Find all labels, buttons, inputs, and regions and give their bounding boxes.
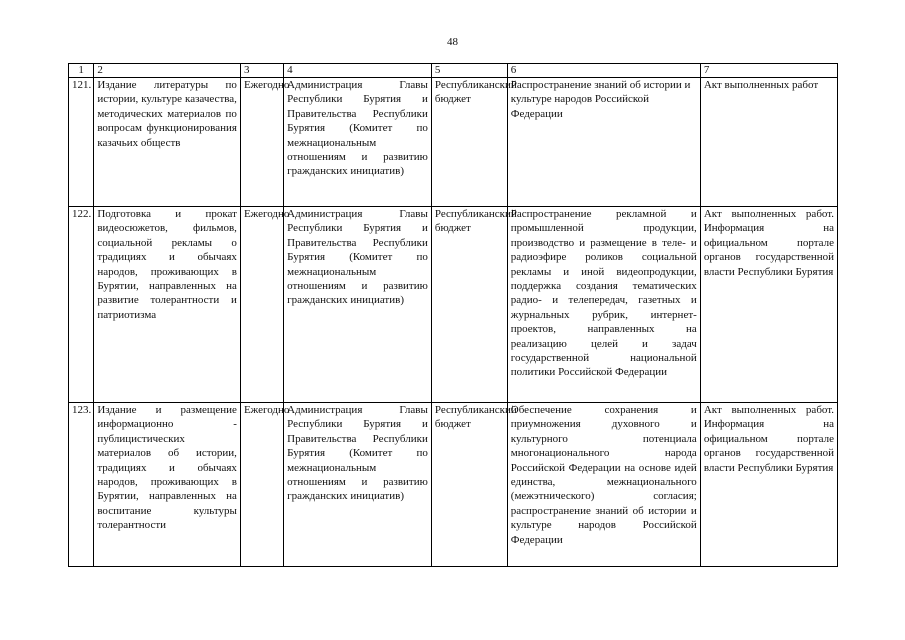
- page-number: 48: [447, 36, 458, 48]
- table-row: [69, 403, 838, 567]
- column-header: 5: [431, 64, 507, 78]
- report-cell: Акт выполненных работ. Информация на официальном портале органов государственной власти Республики Бурятия: [700, 403, 837, 567]
- activity-cell: Подготовка и прокат видеосюжетов, фильмов, социальной рекламы о традициях и обычаях народов, проживающих в Бурятии, направленных на развитие толерантности и патриотизма: [94, 207, 241, 403]
- funding-source-cell: Республиканский бюджет: [431, 403, 507, 567]
- report-cell: Акт выполненных работ: [700, 78, 837, 207]
- column-header: 2: [94, 64, 241, 78]
- activity-cell: Издание и размещение информационно - публицистических материалов об истории, традициях и обычаях народов, проживающих в Бурятии, направленных на воспитание культуры толерантности: [94, 403, 241, 567]
- executor-cell: Администрация Главы Республики Бурятия и Правительства Республики Бурятия (Комитет по межнациональным отношениям и развитию гражданских инициатив): [284, 78, 432, 207]
- activity-cell: Издание литературы по истории, культуре казачества, методических материалов по вопросам функционирования казачьих обществ: [94, 78, 241, 207]
- row-number: 122.: [69, 207, 94, 403]
- result-cell: Распространение знаний об истории и культуре народов Российской Федерации: [507, 78, 700, 207]
- report-cell: Акт выполненных работ. Информация на официальном портале органов государственной власти Республики Бурятия: [700, 207, 837, 403]
- funding-source-cell: Республиканский бюджет: [431, 78, 507, 207]
- column-header: 1: [69, 64, 94, 78]
- activities-table: [68, 63, 838, 567]
- row-number: 121.: [69, 78, 94, 207]
- table-header-row: [69, 64, 838, 78]
- term-cell: Ежегодно: [240, 207, 283, 403]
- funding-source-cell: Республиканский бюджет: [431, 207, 507, 403]
- table-row: [69, 207, 838, 403]
- result-cell: Обеспечение сохранения и приумножения духовного и культурного потенциала многонационального народа Российской Федерации на основе идей единства, межнационального (межэтнического) согласия; распространение знаний об истории и культуре народов Российской Федерации: [507, 403, 700, 567]
- column-header: 7: [700, 64, 837, 78]
- term-cell: Ежегодно: [240, 78, 283, 207]
- column-header: 3: [240, 64, 283, 78]
- term-cell: Ежегодно: [240, 403, 283, 567]
- executor-cell: Администрация Главы Республики Бурятия и Правительства Республики Бурятия (Комитет по межнациональным отношениям и развитию гражданских инициатив): [284, 403, 432, 567]
- result-cell: Распространение рекламной и промышленной продукции, производство и размещение в теле- и радиоэфире роликов социальной рекламы и иной видеопродукции, поддержка создания тематических радио- и телепередач, газетных и журнальных рубрик, интернет-проектов, направленных на реализацию целей и задач государственной национальной политики Российской Федерации: [507, 207, 700, 403]
- column-header: 6: [507, 64, 700, 78]
- table-row: [69, 78, 838, 207]
- executor-cell: Администрация Главы Республики Бурятия и Правительства Республики Бурятия (Комитет по межнациональным отношениям и развитию гражданских инициатив): [284, 207, 432, 403]
- column-header: 4: [284, 64, 432, 78]
- row-number: 123.: [69, 403, 94, 567]
